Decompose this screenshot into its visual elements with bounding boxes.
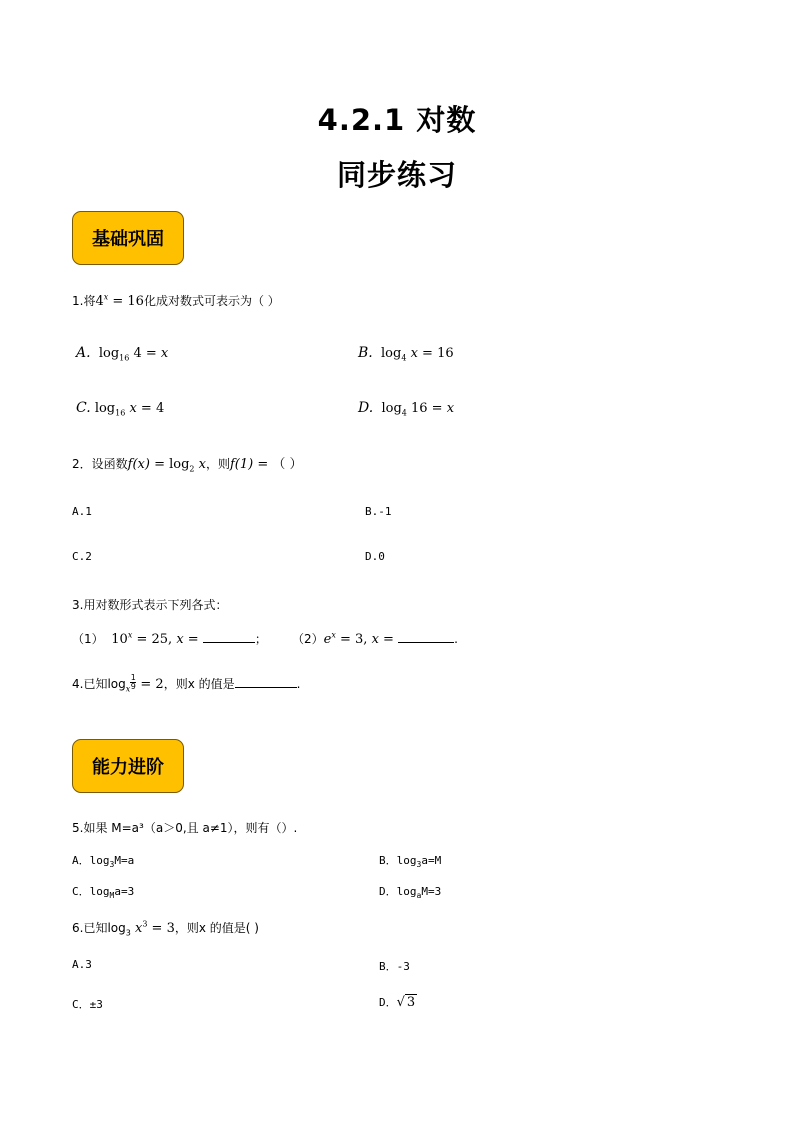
question-4: 4.已知$\log_x$ $\frac{1}{9}$ = 2，则x 的值是 .: [72, 673, 301, 694]
q6-option-c[interactable]: C．±3: [72, 998, 103, 1011]
q1-option-c[interactable]: C. $\log_{16} x = 4$: [76, 400, 165, 418]
question-5: 5.如果 M=a³（a＞0,且 a≠1），则有（）.: [72, 821, 298, 835]
page-title: 4.2.1 对数: [317, 103, 477, 137]
q5-option-b[interactable]: B．$\log_3a=M$: [379, 854, 442, 870]
question-2: 2．设函数$f(x) = \log_2 x$，则f(1) = （ ）: [72, 457, 303, 474]
page-subtitle: 同步练习: [336, 158, 457, 192]
q2-option-b[interactable]: B.-1: [365, 505, 392, 518]
section-advanced: 能力进阶: [72, 739, 184, 793]
q2-option-a[interactable]: A.1: [72, 505, 92, 518]
section-basic: 基础巩固: [72, 211, 184, 265]
q3-part-1: （1） $10^x = 25$, x = ；: [72, 630, 267, 647]
q1-option-d[interactable]: D. $\log_4 16 = x$: [358, 400, 455, 418]
q6-option-a[interactable]: A.3: [72, 958, 92, 971]
question-1: 1.将$4^x = 16$化成对数式可表示为（ ）: [72, 292, 280, 309]
q2-option-d[interactable]: D.0: [365, 550, 385, 563]
q3-part-2: $(2)e^x = 3$, x = .: [292, 630, 458, 647]
q5-option-d[interactable]: D．$\log_aM=3$: [379, 885, 442, 901]
q4-answer-blank[interactable]: [235, 676, 297, 688]
q1-option-a[interactable]: A. $\log_{16} 4 = x$: [76, 345, 169, 363]
q5-option-a[interactable]: A．$\log_3M=a$: [72, 854, 135, 870]
question-3: 3.用对数形式表示下列各式：: [72, 598, 228, 612]
q3-answer-blank-2[interactable]: [398, 631, 454, 643]
question-6: 6.已知$\log_3 x^3 = 3$，则x 的值是( ): [72, 919, 259, 938]
q6-option-b[interactable]: B．-3: [379, 960, 410, 973]
q1-option-b[interactable]: B. $\log_4 x = 16$: [358, 345, 454, 363]
sqrt-radicand: 3: [406, 995, 416, 1010]
q2-option-c[interactable]: C.2: [72, 550, 92, 563]
fraction: $\frac{1}{9}$: [130, 673, 136, 691]
q5-option-c[interactable]: C．$\log_Ma=3$: [72, 885, 135, 901]
q6-option-d[interactable]: D．√ 3: [379, 995, 416, 1010]
q3-answer-blank-1[interactable]: [203, 631, 255, 643]
